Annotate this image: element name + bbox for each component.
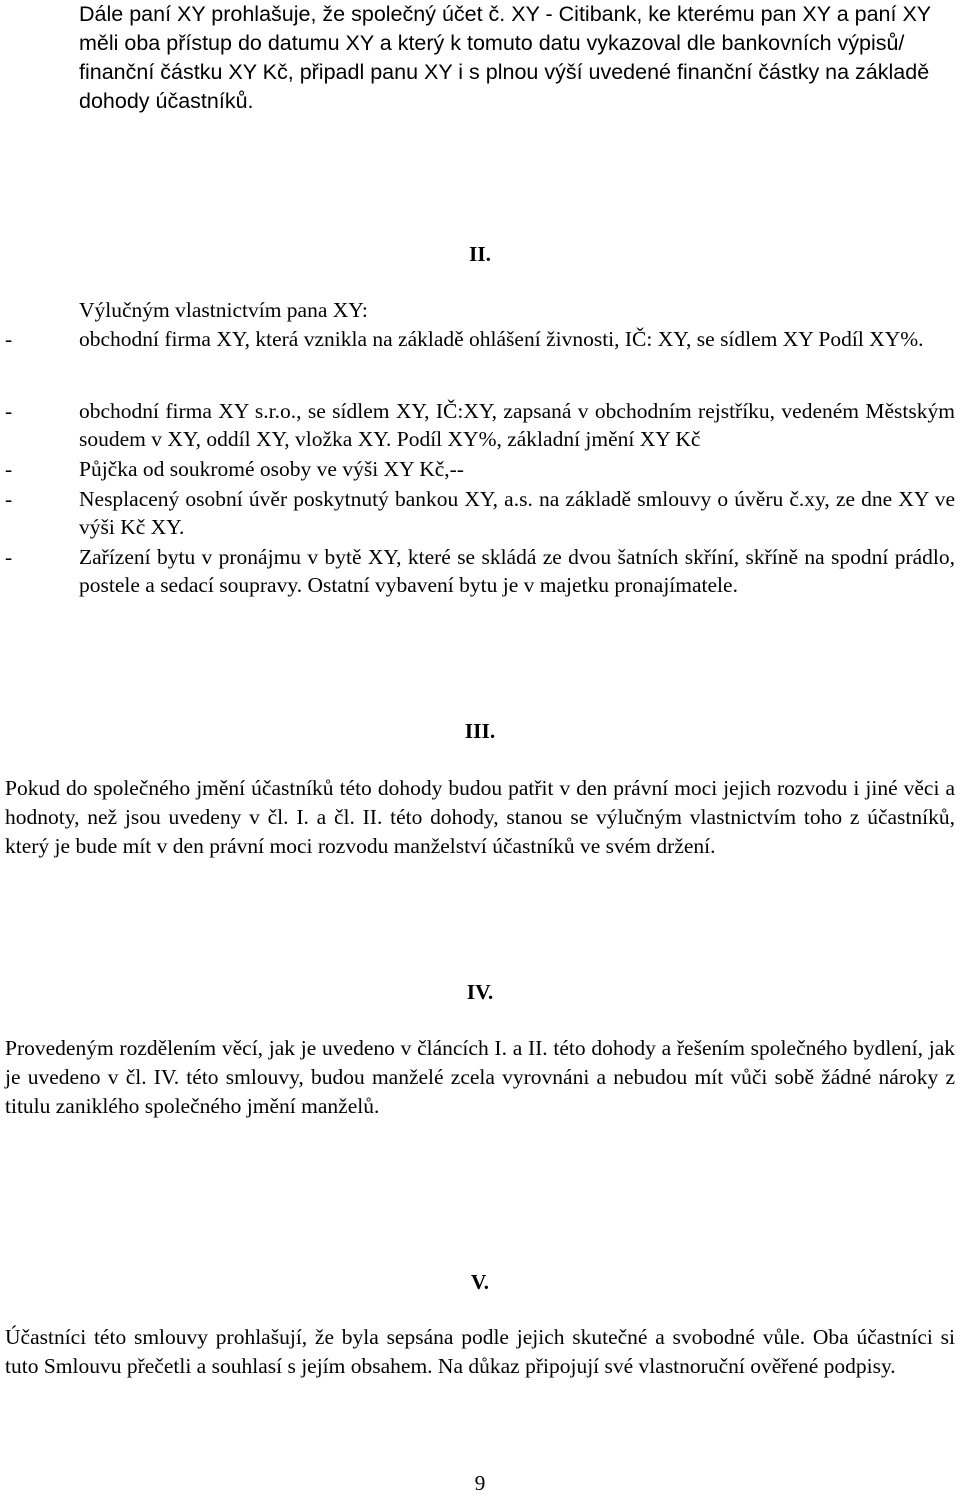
list-dash: - [5, 457, 13, 481]
page-number: 9 [474, 1471, 486, 1495]
section-heading-iii: III. [464, 719, 496, 743]
section-iii-paragraph: Pokud do společného jmění účastníků této dohody budou patřit v den právní moci jejich rozvodu i jiné věci a hodnoty, než jsou uvedeny v čl. I. a čl. II. této dohody, stanou se výlučným vlastnictvím toho z účastníků, který je bude mít v den právní moci rozvodu manželství účastníků ve svém držení. [5, 776, 955, 858]
section-ii-lead: Výlučným vlastnictvím pana XY: [79, 298, 368, 322]
list-dash: - [5, 545, 13, 569]
list-dash: - [5, 327, 13, 351]
section-heading-iv: IV. [466, 980, 494, 1004]
list-item [5, 543, 955, 599]
list-item-text: obchodní firma XY s.r.o., se sídlem XY, IČ:XY, zapsaná v obchodním rejstříku, vedeném Městským soudem v XY, oddíl XY, vložka XY. Podíl XY%, základní jmění XY Kč [79, 399, 955, 451]
list-item [5, 397, 955, 453]
section-heading-v: V. [470, 1270, 490, 1294]
section-iv-paragraph: Provedeným rozdělením věcí, jak je uvedeno v článcích I. a II. této dohody a řešením společného bydlení, jak je uvedeno v čl. IV. této smlouvy, budou manželé zcela vyrovnáni a nebudou mít vůči sobě žádné nároky z titulu zaniklého společného jmění manželů. [5, 1036, 955, 1118]
list-item-text: Zařízení bytu v pronájmu v bytě XY, které se skládá ze dvou šatních skříní, skříně na spodní prádlo, postele a sedací soupravy. Ostatní vybavení bytu je v majetku pronajímatele. [79, 545, 955, 597]
list-dash: - [5, 399, 13, 423]
intro-paragraph: Dále paní XY prohlašuje, že společný účet č. XY - Citibank, ke kterému pan XY a paní XY měli oba přístup do datumu XY a který k tomuto datu vykazoval dle bankovních výpisů/ finanční částku XY Kč, připadl panu XY i s plnou výší uvedené finanční částky na základě dohody účastníků. [79, 2, 931, 113]
list-item-text: Nesplacený osobní úvěr poskytnutý bankou XY, a.s. na základě smlouvy o úvěru č.xy, ze dne XY ve výši Kč XY. [79, 487, 955, 539]
list-item-text: Půjčka od soukromé osoby ve výši XY Kč,-- [79, 457, 464, 481]
section-heading-ii: II. [468, 242, 492, 266]
ownership-list-first [5, 325, 955, 353]
section-v-paragraph: Účastníci této smlouvy prohlašují, že byla sepsána podle jejich skutečné a svobodné vůle. Oba účastníci si tuto Smlouvu přečetli a souhlasí s jejím obsahem. Na důkaz připojují své vlastnoruční ověřené podpisy. [5, 1325, 955, 1378]
list-dash: - [5, 487, 13, 511]
ownership-list [5, 397, 955, 601]
list-item [5, 455, 955, 483]
list-item-text: obchodní firma XY, která vznikla na základě ohlášení živnosti, IČ: XY, se sídlem XY Podíl XY%. [79, 327, 924, 351]
list-item [5, 485, 955, 541]
list-item [5, 325, 955, 353]
